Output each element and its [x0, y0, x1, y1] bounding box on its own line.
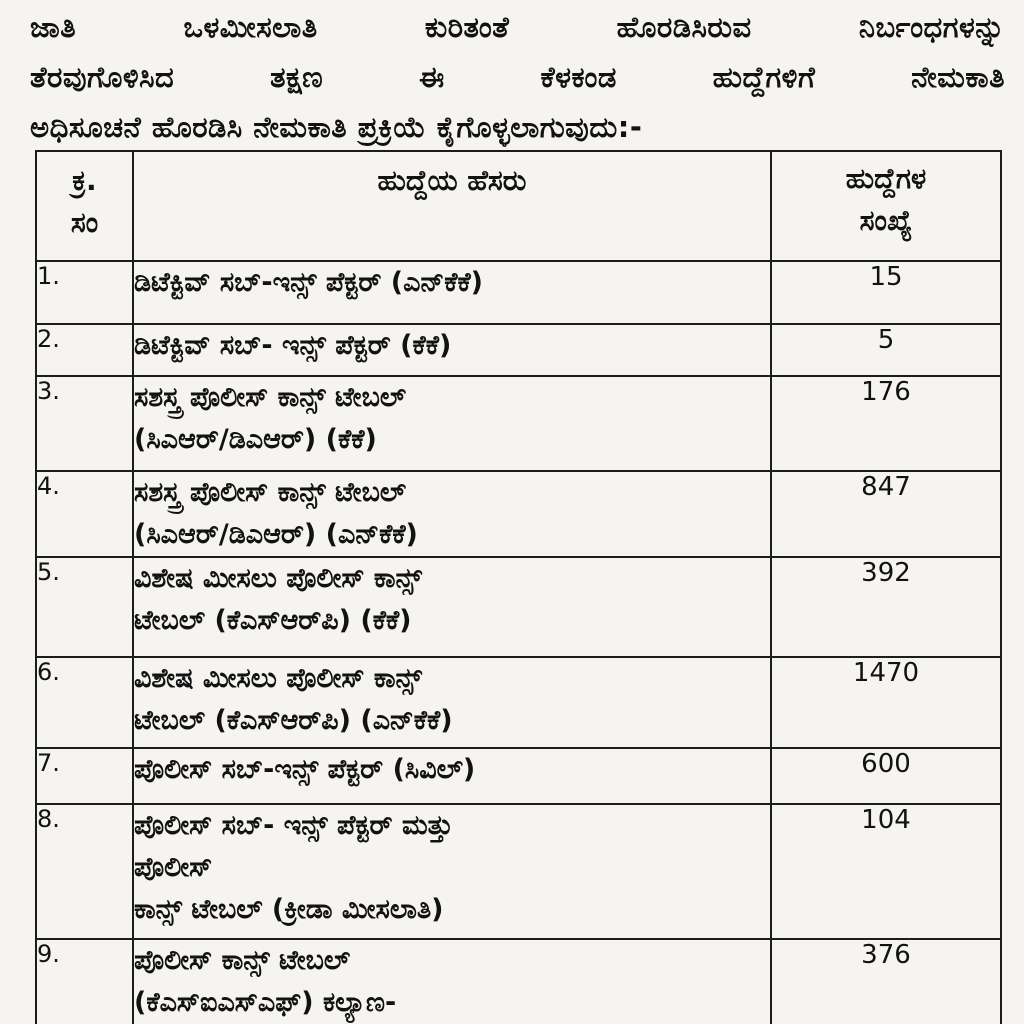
post-name-line: ಸಶಸ್ತ್ರ ಪೊಲೀಸ್ ಕಾನ್ಸ್ ಟೇಬಲ್ — [134, 382, 407, 413]
table-header-row — [36, 151, 1001, 261]
table-row — [36, 557, 1001, 657]
table-row — [36, 471, 1001, 557]
post-name-header: ಹುದ್ದೆಯ ಹೆಸರು — [133, 151, 771, 261]
post-count-cell: 5 — [771, 324, 1001, 376]
table-row — [36, 657, 1001, 748]
post-count-cell: 600 — [771, 748, 1001, 804]
post-name-line: (ಕೆಎಸ್‌ಐಎಸ್‌ಎಫ್) ಕಲ್ಯಾಣ- — [134, 987, 397, 1018]
post-count-cell: 376 — [771, 939, 1001, 1024]
post-name-line: ಸಶಸ್ತ್ರ ಪೊಲೀಸ್ ಕಾನ್ಸ್ ಟೇಬಲ್ — [134, 477, 407, 508]
post-name-line: ವಿಶೇಷ ಮೀಸಲು ಪೊಲೀಸ್ ಕಾನ್ಸ್ — [134, 563, 422, 594]
intro-line: ತೆರವುಗೊಳಿಸಿದ ತಕ್ಷಣ ಈ ಕೆಳಕಂಡ ಹುದ್ದೆಗಳಿಗೆ ನೇಮಕಾತಿ — [30, 60, 1005, 94]
post-count-cell: 15 — [771, 261, 1001, 324]
post-name-cell — [133, 324, 771, 376]
post-name-line: ಪೊಲೀಸ್ ಸಬ್-ಇನ್ಸ್ ಪೆಕ್ಟರ್ (ಸಿವಿಲ್) — [134, 754, 476, 785]
intro-line: ಅಧಿಸೂಚನೆ ಹೊರಡಿಸಿ ನೇಮಕಾತಿ ಪ್ರಕ್ರಿಯೆ ಕೈಗೊಳ್ಳಲಾಗುವುದು:- — [30, 110, 643, 144]
table-row — [36, 748, 1001, 804]
post-count-cell: 104 — [771, 804, 1001, 939]
table-row — [36, 804, 1001, 939]
post-name-line: ಡಿಟೆಕ್ಟಿವ್ ಸಬ್-ಇನ್ಸ್ ಪೆಕ್ಟರ್ (ಎನ್‌ಕೆಕೆ) — [134, 267, 484, 298]
posts-table — [35, 150, 1002, 1024]
post-name-cell — [133, 557, 771, 657]
post-count-header: ಹುದ್ದೆಗಳ ಸಂಖ್ಯೆ — [771, 151, 1001, 261]
table-body — [36, 261, 1001, 1024]
serial-number-cell: 6. — [36, 657, 133, 748]
post-name-line: ವಿಶೇಷ ಮೀಸಲು ಪೊಲೀಸ್ ಕಾನ್ಸ್ — [134, 663, 422, 694]
post-name-line: ಪೊಲೀಸ್ ಕಾನ್ಸ್ ಟೇಬಲ್ — [134, 945, 351, 976]
post-name-line: ಪೊಲೀಸ್ — [134, 852, 213, 883]
table-row — [36, 939, 1001, 1024]
post-count-cell: 392 — [771, 557, 1001, 657]
serial-number-cell: 2. — [36, 324, 133, 376]
post-name-line: ಟೇಬಲ್ (ಕೆಎಸ್‌ಆರ್‌ಪಿ) (ಎನ್‌ಕೆಕೆ) — [134, 705, 453, 736]
serial-number-cell: 5. — [36, 557, 133, 657]
table-row — [36, 324, 1001, 376]
post-name-line: ಡಿಟೆಕ್ಟಿವ್ ಸಬ್- ಇನ್ಸ್ ಪೆಕ್ಟರ್ (ಕೆಕೆ) — [134, 330, 452, 361]
table-row — [36, 261, 1001, 324]
intro-paragraph — [30, 2, 1005, 152]
post-name-line: (ಸಿಎಆರ್/ಡಿಎಆರ್) (ಕೆಕೆ) — [134, 424, 377, 455]
intro-line: ಜಾತಿ ಒಳಮೀಸಲಾತಿ ಕುರಿತಂತೆ ಹೊರಡಿಸಿರುವ ನಿರ್ಬಂಧಗಳನ್ನು — [30, 10, 1005, 44]
post-name-line: (ಸಿಎಆರ್/ಡಿಎಆರ್) (ಎನ್‌ಕೆಕೆ) — [134, 519, 418, 550]
post-name-cell — [133, 471, 771, 557]
post-name-cell — [133, 657, 771, 748]
serial-number-cell: 7. — [36, 748, 133, 804]
serial-header: ಕ್ರ. ಸಂ — [36, 151, 133, 261]
post-name-cell — [133, 748, 771, 804]
post-count-cell: 176 — [771, 376, 1001, 471]
post-name-line: ಕಾನ್ಸ್ ಟೇಬಲ್ (ಕ್ರೀಡಾ ಮೀಸಲಾತಿ) — [134, 894, 444, 925]
serial-number-cell: 8. — [36, 804, 133, 939]
post-name-cell — [133, 804, 771, 939]
post-name-line: ಪೊಲೀಸ್ ಸಬ್- ಇನ್ಸ್ ಪೆಕ್ಟರ್ ಮತ್ತು — [134, 810, 453, 841]
post-name-cell — [133, 939, 771, 1024]
serial-number-cell: 9. — [36, 939, 133, 1024]
post-count-cell: 1470 — [771, 657, 1001, 748]
serial-number-cell: 4. — [36, 471, 133, 557]
serial-number-cell: 3. — [36, 376, 133, 471]
post-name-cell — [133, 376, 771, 471]
post-count-cell: 847 — [771, 471, 1001, 557]
post-name-line: ಟೇಬಲ್ (ಕೆಎಸ್‌ಆರ್‌ಪಿ) (ಕೆಕೆ) — [134, 605, 412, 636]
post-name-cell — [133, 261, 771, 324]
serial-number-cell: 1. — [36, 261, 133, 324]
table-row — [36, 376, 1001, 471]
